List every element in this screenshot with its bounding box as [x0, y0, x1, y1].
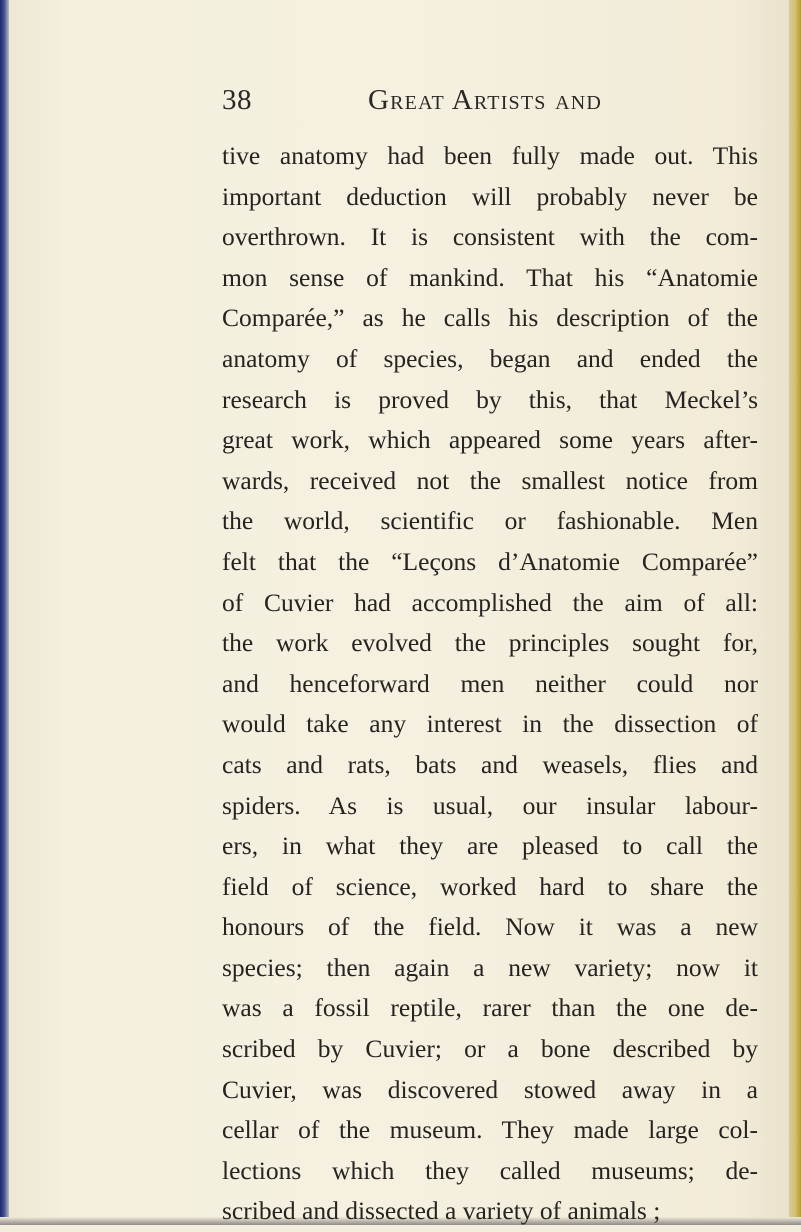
text-line: the world, scientific or fashionable. Men — [222, 506, 758, 536]
text-line: lections which they called museums; de- — [222, 1155, 758, 1185]
text-line: overthrown. It is consistent with the com- — [222, 222, 758, 252]
text-line: Comparée,” as he calls his description of the — [222, 303, 758, 333]
left-binding-edge — [0, 0, 9, 1225]
text-line: tive anatomy had been fully made out. This — [222, 141, 758, 170]
text-line: Cuvier, was discovered stowed away in a — [222, 1074, 758, 1104]
text-line: honours of the field. Now it was a new — [222, 912, 758, 942]
running-title: Great Artists and — [368, 84, 602, 116]
text-line: spiders. As is usual, our insular labour- — [222, 790, 758, 820]
text-line: anatomy of species, began and ended the — [222, 343, 758, 373]
page-header — [222, 84, 742, 124]
text-line: scribed by Cuvier; or a bone described by — [222, 1034, 758, 1064]
body-text — [222, 136, 758, 1232]
text-line: research is proved by this, that Meckel’s — [222, 384, 758, 414]
text-line: cats and rats, bats and weasels, flies and — [222, 749, 758, 779]
text-line: was a fossil reptile, rarer than the one de- — [222, 993, 758, 1023]
text-line: ers, in what they are pleased to call the — [222, 831, 758, 861]
page-number: 38 — [222, 84, 252, 116]
text-line: mon sense of mankind. That his “Anatomie — [222, 262, 758, 292]
right-page-edge — [789, 0, 801, 1225]
text-line: felt that the “Leçons d’Anatomie Comparée” — [222, 546, 758, 576]
text-line: of Cuvier had accomplished the aim of all: — [222, 587, 758, 617]
text-line: would take any interest in the dissection of — [222, 709, 758, 739]
text-line: important deduction will probably never be — [222, 181, 758, 211]
text-line: species; then again a new variety; now it — [222, 952, 758, 982]
text-line: wards, received not the smallest notice from — [222, 465, 758, 495]
text-line: and henceforward men neither could nor — [222, 668, 758, 698]
text-line: field of science, worked hard to share the — [222, 871, 758, 901]
text-line: great work, which appeared some years after- — [222, 425, 758, 455]
text-line: the work evolved the principles sought for, — [222, 628, 758, 658]
text-line: cellar of the museum. They made large col- — [222, 1115, 758, 1145]
text-line: scribed and dissected a variety of animals ; — [222, 1196, 661, 1226]
